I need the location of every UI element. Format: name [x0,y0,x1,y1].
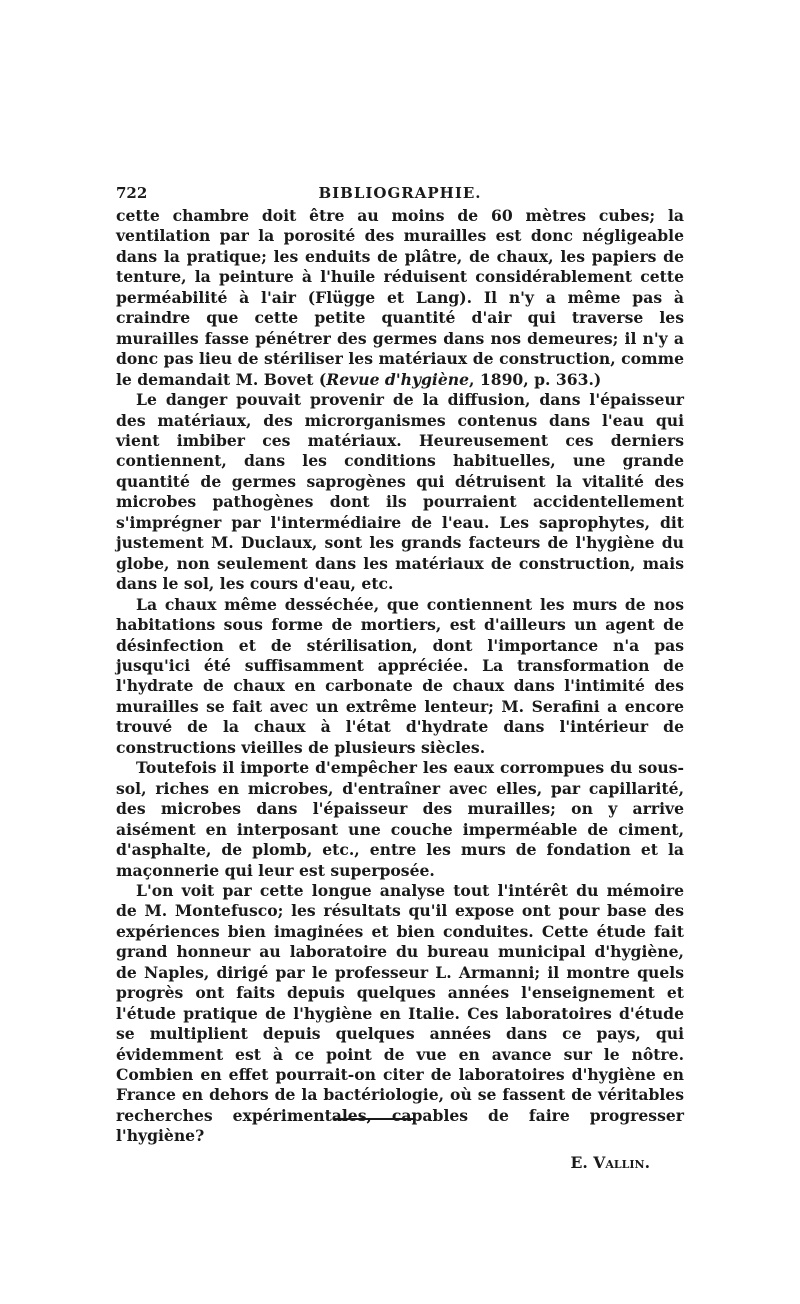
section-title: BIBLIOGRAPHIE. [318,184,482,202]
journal-title: Revue d'hygiène [326,369,470,389]
author-signature [116,1153,684,1172]
paragraph: L'on voit par cette longue analyse tout l'intérêt du mémoire de M. Montefusco; les résultats qu'il expose ont pour base des expériences bien imaginées et bien conduites. Cette étude fait grand honneur au laboratoire du bureau municipal d'hygiène, de Naples, dirigé par le professeur L. Armanni; il montre quels progrès ont faits depuis quelques années l'enseignement et l'étude pratique de l'hygiène en Italie. Ces laboratoires d'étude se multiplient depuis quelques années dans ce pays, qui évidemment est à ce point de vue en avance sur le nôtre. Combien en effet pourrait-on citer de laboratoires d'hygiène en France en dehors de la bactériologie, où se fassent de véritables recherches expérimentales, capables de faire progresser l'hygiène? [116,880,684,1146]
citation-text: , 1890, p. 363.) [469,369,602,389]
signature-initial: E. [570,1152,588,1172]
paragraph: La chaux même desséchée, que contiennent les murs de nos habitations sous forme de mortiers, est d'ailleurs un agent de désinfection et de stérilisation, dont l'importance n'a pas jusqu'ici été suffisamment appréciée. La transformation de l'hydrate de chaux en carbonate de chaux dans l'intimité des murailles se fait avec un extrême lenteur; M. Serafini a encore trouvé de la chaux à l'état d'hydrate dans l'intérieur de constructions vieilles de plusieurs siècles. [116,594,684,757]
article-body [116,206,684,1147]
signature-name: Vallin. [593,1152,650,1172]
running-head [116,184,684,206]
paragraph-continuation [116,206,684,390]
page-number: 722 [116,184,148,202]
paragraph: Toutefois il importe d'empêcher les eaux corrompues du sous-sol, riches en microbes, d'entraîner avec elles, par capillarité, des microbes dans l'épaisseur des murailles; on y arrive aisément en interposant une couche imperméable de ciment, d'asphalte, de plomb, etc., entre les murs de fondation et la maçonnerie qui leur est superposée. [116,758,684,880]
page [116,184,684,1172]
paragraph-text: cette chambre doit être au moins de 60 mètres cubes; la ventilation par la porosité des murailles est donc négligeable dans la pratique; les enduits de plâtre, de chaux, les papiers de tenture, la peinture à l'huile réduisent considérablement cette perméabilité à l'air (Flügge et Lang). Il n'y a même pas à craindre que cette petite quantité d'air qui traverse les murailles fasse pénétrer des germes dans nos demeures; il n'y a donc pas lieu de stériliser les matériaux de construction, comme le demandait M. Bovet ( [116,206,684,389]
closing-rule [334,1118,414,1120]
paragraph: Le danger pouvait provenir de la diffusion, dans l'épaisseur des matériaux, des microrganismes contenus dans l'eau qui vient imbiber ces matériaux. Heureusement ces derniers contiennent, dans les conditions habituelles, une grande quantité de germes saprogènes qui détruisent la vitalité des microbes pathogènes dont ils pourraient accidentellement s'imprégner par l'intermédiaire de l'eau. Les saprophytes, dit justement M. Duclaux, sont les grands facteurs de l'hygiène du globe, non seulement dans les matériaux de construction, mais dans le sol, les cours d'eau, etc. [116,390,684,594]
